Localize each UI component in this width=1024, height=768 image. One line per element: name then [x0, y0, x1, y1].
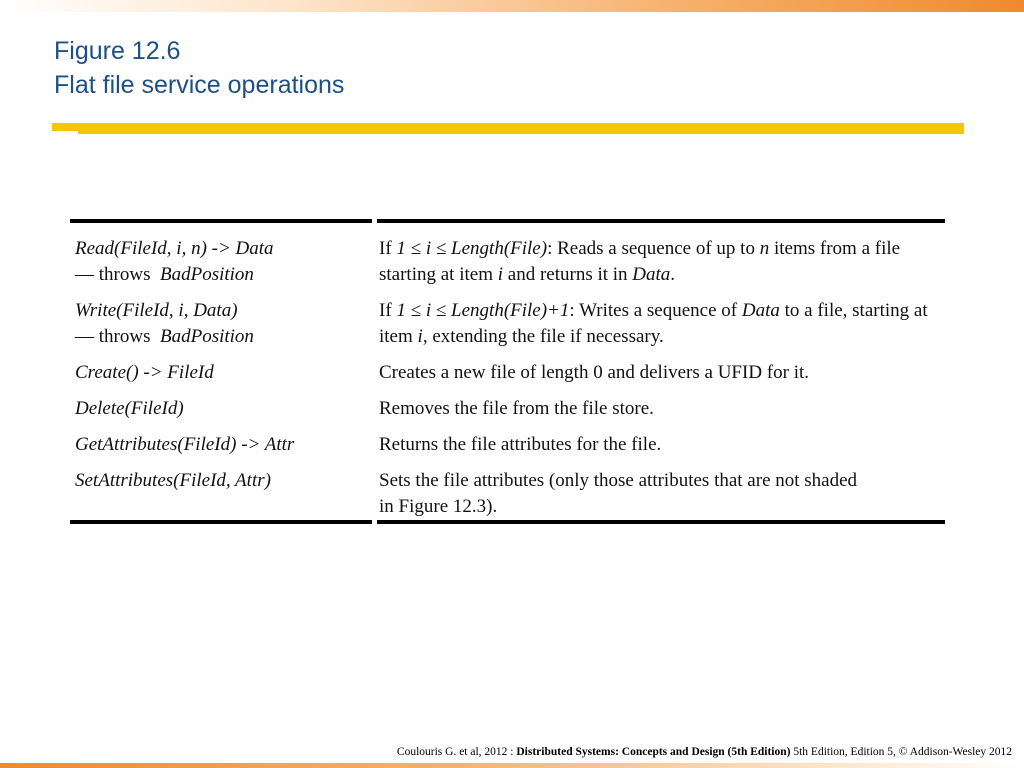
- table-bottom-rule-left: [70, 520, 372, 524]
- operation-signature: GetAttributes(FileId) -> Attr: [75, 434, 295, 455]
- operation-signature: Write(FileId, i, Data) — throws BadPosition: [75, 300, 254, 347]
- title-accent-bar: [52, 123, 964, 134]
- operation-signature: SetAttributes(FileId, Attr): [75, 470, 271, 491]
- operation-description: Creates a new file of length 0 and delivers a UFID for it.: [379, 362, 810, 383]
- operation-description: Returns the file attributes for the file.: [379, 434, 662, 455]
- operation-description: If 1 ≤ i ≤ Length(File): Reads a sequence of up to n items from a file starting at item i and returns it in Data.: [379, 238, 901, 285]
- title-caption: Flat file service operations: [54, 71, 345, 99]
- title-figure-number: Figure 12.6: [54, 37, 181, 65]
- slide-title: [54, 34, 344, 102]
- bottom-gradient-band: [0, 763, 1024, 768]
- accent-bar-notch: [52, 131, 78, 134]
- operation-description: Removes the file from the file store.: [379, 398, 654, 419]
- citation-footer: Coulouris G. et al, 2012 : Distributed Systems: Concepts and Design (5th Edition) 5th Edition, Edition 5, © Addison-Wesley 2012: [396, 746, 1012, 758]
- table-bottom-rule-right: [377, 520, 945, 524]
- operation-signature: Create() -> FileId: [75, 362, 214, 383]
- operation-description: If 1 ≤ i ≤ Length(File)+1: Writes a sequence of Data to a file, starting at item i, extending the file if necessary.: [379, 300, 928, 347]
- top-gradient-band: [0, 0, 1024, 12]
- operation-description: Sets the file attributes (only those attributes that are not shaded in Figure 12.3).: [379, 470, 858, 517]
- operation-signature: Delete(FileId): [75, 398, 184, 419]
- operation-signature: Read(FileId, i, n) -> Data — throws BadPosition: [75, 238, 274, 285]
- table-top-rule-right: [377, 219, 945, 223]
- table-top-rule-left: [70, 219, 372, 223]
